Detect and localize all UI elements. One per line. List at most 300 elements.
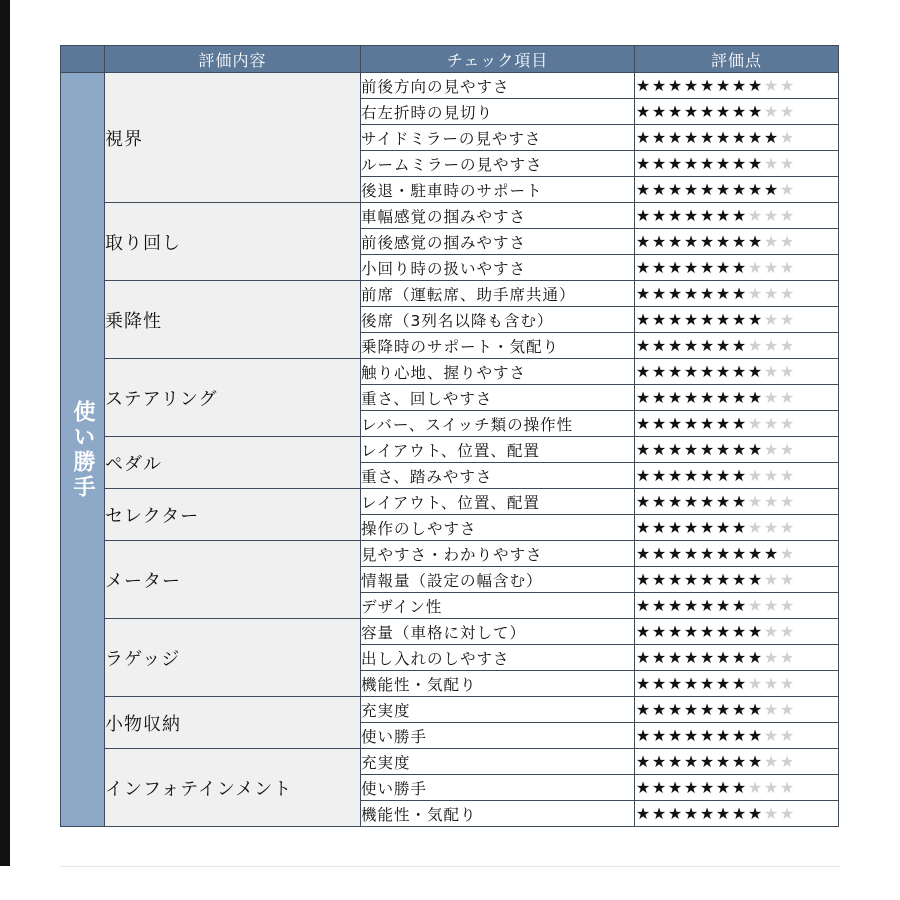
star-filled-icon: ★: [715, 284, 731, 303]
star-filled-icon: ★: [715, 440, 731, 459]
star-filled-icon: ★: [699, 362, 715, 381]
evaluation-table: [60, 45, 839, 827]
star-filled-icon: ★: [699, 414, 715, 433]
star-rating: [635, 229, 839, 255]
star-filled-icon: ★: [715, 362, 731, 381]
star-filled-icon: ★: [683, 622, 699, 641]
star-filled-icon: ★: [699, 674, 715, 693]
check-item-cell: レイアウト、位置、配置: [361, 437, 635, 463]
star-filled-icon: ★: [715, 492, 731, 511]
star-empty-icon: ★: [763, 206, 779, 225]
check-item-cell: サイドミラーの見やすさ: [361, 125, 635, 151]
star-empty-icon: ★: [763, 362, 779, 381]
category-cell: インフォテインメント: [105, 749, 361, 827]
star-empty-icon: ★: [763, 440, 779, 459]
star-filled-icon: ★: [699, 154, 715, 173]
star-filled-icon: ★: [667, 518, 683, 537]
star-filled-icon: ★: [699, 648, 715, 667]
star-empty-icon: ★: [747, 206, 763, 225]
star-filled-icon: ★: [683, 726, 699, 745]
star-filled-icon: ★: [667, 154, 683, 173]
star-empty-icon: ★: [747, 414, 763, 433]
star-filled-icon: ★: [651, 336, 667, 355]
star-filled-icon: ★: [635, 284, 651, 303]
check-item-cell: 容量（車格に対して）: [361, 619, 635, 645]
star-filled-icon: ★: [699, 258, 715, 277]
star-rating: [635, 255, 839, 281]
star-filled-icon: ★: [731, 466, 747, 485]
bottom-divider: [60, 866, 840, 867]
star-filled-icon: ★: [699, 76, 715, 95]
star-rating: [635, 411, 839, 437]
star-filled-icon: ★: [747, 752, 763, 771]
star-empty-icon: ★: [779, 648, 795, 667]
star-empty-icon: ★: [779, 154, 795, 173]
check-item-cell: 出し入れのしやすさ: [361, 645, 635, 671]
table-row: [61, 73, 839, 99]
star-filled-icon: ★: [635, 492, 651, 511]
star-filled-icon: ★: [747, 310, 763, 329]
check-item-cell: 情報量（設定の幅含む）: [361, 567, 635, 593]
star-empty-icon: ★: [747, 518, 763, 537]
check-item-cell: 機能性・気配り: [361, 801, 635, 827]
table-row: [61, 281, 839, 307]
star-empty-icon: ★: [763, 596, 779, 615]
star-filled-icon: ★: [651, 518, 667, 537]
star-filled-icon: ★: [715, 232, 731, 251]
star-empty-icon: ★: [779, 206, 795, 225]
star-rating: [635, 541, 839, 567]
star-empty-icon: ★: [763, 76, 779, 95]
star-rating: [635, 359, 839, 385]
star-rating: [635, 723, 839, 749]
star-empty-icon: ★: [763, 388, 779, 407]
star-filled-icon: ★: [731, 284, 747, 303]
star-empty-icon: ★: [763, 492, 779, 511]
table-row: [61, 489, 839, 515]
star-filled-icon: ★: [731, 310, 747, 329]
check-item-cell: 使い勝手: [361, 723, 635, 749]
star-filled-icon: ★: [699, 544, 715, 563]
check-item-cell: 充実度: [361, 749, 635, 775]
star-filled-icon: ★: [651, 414, 667, 433]
star-empty-icon: ★: [779, 76, 795, 95]
star-empty-icon: ★: [779, 804, 795, 823]
star-empty-icon: ★: [763, 336, 779, 355]
star-filled-icon: ★: [651, 492, 667, 511]
check-item-cell: 前後方向の見やすさ: [361, 73, 635, 99]
star-filled-icon: ★: [635, 752, 651, 771]
star-rating: [635, 177, 839, 203]
star-rating: [635, 775, 839, 801]
star-empty-icon: ★: [747, 596, 763, 615]
star-empty-icon: ★: [747, 778, 763, 797]
star-rating: [635, 749, 839, 775]
star-filled-icon: ★: [683, 778, 699, 797]
header-check-item: チェック項目: [361, 46, 635, 73]
star-rating: [635, 463, 839, 489]
star-filled-icon: ★: [715, 700, 731, 719]
star-filled-icon: ★: [667, 102, 683, 121]
star-filled-icon: ★: [651, 440, 667, 459]
star-empty-icon: ★: [779, 284, 795, 303]
star-empty-icon: ★: [763, 102, 779, 121]
star-filled-icon: ★: [651, 310, 667, 329]
star-filled-icon: ★: [651, 596, 667, 615]
star-filled-icon: ★: [731, 232, 747, 251]
star-filled-icon: ★: [651, 232, 667, 251]
star-filled-icon: ★: [699, 310, 715, 329]
star-filled-icon: ★: [683, 466, 699, 485]
star-filled-icon: ★: [667, 440, 683, 459]
star-filled-icon: ★: [699, 726, 715, 745]
star-filled-icon: ★: [667, 362, 683, 381]
star-filled-icon: ★: [747, 128, 763, 147]
star-filled-icon: ★: [683, 804, 699, 823]
star-empty-icon: ★: [763, 232, 779, 251]
star-empty-icon: ★: [763, 284, 779, 303]
table-body: [61, 73, 839, 827]
star-filled-icon: ★: [651, 128, 667, 147]
star-filled-icon: ★: [635, 648, 651, 667]
star-empty-icon: ★: [763, 726, 779, 745]
star-filled-icon: ★: [731, 180, 747, 199]
star-filled-icon: ★: [667, 284, 683, 303]
star-empty-icon: ★: [779, 310, 795, 329]
star-filled-icon: ★: [635, 778, 651, 797]
star-filled-icon: ★: [667, 414, 683, 433]
star-empty-icon: ★: [779, 752, 795, 771]
star-filled-icon: ★: [699, 518, 715, 537]
table-row: [61, 697, 839, 723]
star-filled-icon: ★: [635, 414, 651, 433]
star-filled-icon: ★: [731, 700, 747, 719]
star-filled-icon: ★: [667, 128, 683, 147]
star-filled-icon: ★: [651, 570, 667, 589]
table-row: [61, 749, 839, 775]
star-empty-icon: ★: [763, 466, 779, 485]
star-filled-icon: ★: [667, 492, 683, 511]
star-empty-icon: ★: [779, 622, 795, 641]
star-filled-icon: ★: [683, 570, 699, 589]
star-rating: [635, 801, 839, 827]
star-filled-icon: ★: [651, 206, 667, 225]
star-rating: [635, 73, 839, 99]
star-filled-icon: ★: [667, 544, 683, 563]
check-item-cell: 充実度: [361, 697, 635, 723]
star-filled-icon: ★: [635, 700, 651, 719]
star-filled-icon: ★: [635, 804, 651, 823]
star-filled-icon: ★: [699, 388, 715, 407]
table-row: [61, 359, 839, 385]
star-filled-icon: ★: [635, 336, 651, 355]
star-filled-icon: ★: [731, 674, 747, 693]
star-empty-icon: ★: [779, 700, 795, 719]
category-cell: ペダル: [105, 437, 361, 489]
check-item-cell: 重さ、回しやすさ: [361, 385, 635, 411]
left-edge-bar: [0, 0, 10, 866]
star-filled-icon: ★: [651, 76, 667, 95]
star-filled-icon: ★: [683, 310, 699, 329]
star-filled-icon: ★: [747, 232, 763, 251]
star-filled-icon: ★: [715, 544, 731, 563]
star-empty-icon: ★: [747, 492, 763, 511]
star-filled-icon: ★: [731, 752, 747, 771]
table-header-row: [61, 46, 839, 73]
star-filled-icon: ★: [699, 752, 715, 771]
star-filled-icon: ★: [667, 726, 683, 745]
header-blank: [61, 46, 105, 73]
star-filled-icon: ★: [635, 440, 651, 459]
star-filled-icon: ★: [667, 700, 683, 719]
star-empty-icon: ★: [763, 414, 779, 433]
category-cell: メーター: [105, 541, 361, 619]
star-empty-icon: ★: [779, 570, 795, 589]
star-filled-icon: ★: [651, 466, 667, 485]
star-filled-icon: ★: [715, 310, 731, 329]
star-filled-icon: ★: [635, 466, 651, 485]
check-item-cell: 車幅感覚の掴みやすさ: [361, 203, 635, 229]
table-row: [61, 203, 839, 229]
star-filled-icon: ★: [683, 362, 699, 381]
header-score: 評価点: [635, 46, 839, 73]
star-filled-icon: ★: [731, 648, 747, 667]
star-filled-icon: ★: [635, 570, 651, 589]
star-rating: [635, 151, 839, 177]
star-filled-icon: ★: [747, 570, 763, 589]
star-empty-icon: ★: [779, 388, 795, 407]
star-empty-icon: ★: [763, 778, 779, 797]
check-item-cell: レイアウト、位置、配置: [361, 489, 635, 515]
star-filled-icon: ★: [731, 804, 747, 823]
star-filled-icon: ★: [731, 622, 747, 641]
star-empty-icon: ★: [779, 518, 795, 537]
star-empty-icon: ★: [779, 362, 795, 381]
star-filled-icon: ★: [635, 232, 651, 251]
star-rating: [635, 281, 839, 307]
star-filled-icon: ★: [699, 596, 715, 615]
star-filled-icon: ★: [651, 674, 667, 693]
star-filled-icon: ★: [699, 336, 715, 355]
star-rating: [635, 125, 839, 151]
check-item-cell: 使い勝手: [361, 775, 635, 801]
check-item-cell: 小回り時の扱いやすさ: [361, 255, 635, 281]
star-filled-icon: ★: [667, 596, 683, 615]
star-filled-icon: ★: [699, 232, 715, 251]
star-empty-icon: ★: [779, 466, 795, 485]
star-filled-icon: ★: [715, 596, 731, 615]
star-filled-icon: ★: [715, 648, 731, 667]
star-filled-icon: ★: [715, 466, 731, 485]
star-filled-icon: ★: [731, 388, 747, 407]
star-filled-icon: ★: [731, 258, 747, 277]
star-filled-icon: ★: [667, 388, 683, 407]
star-filled-icon: ★: [747, 544, 763, 563]
star-filled-icon: ★: [651, 700, 667, 719]
star-empty-icon: ★: [779, 492, 795, 511]
star-filled-icon: ★: [731, 154, 747, 173]
star-filled-icon: ★: [715, 778, 731, 797]
star-rating: [635, 697, 839, 723]
star-filled-icon: ★: [699, 492, 715, 511]
star-filled-icon: ★: [683, 544, 699, 563]
star-empty-icon: ★: [747, 258, 763, 277]
star-filled-icon: ★: [731, 128, 747, 147]
star-empty-icon: ★: [763, 804, 779, 823]
star-filled-icon: ★: [667, 180, 683, 199]
star-filled-icon: ★: [651, 778, 667, 797]
star-filled-icon: ★: [667, 570, 683, 589]
star-rating: [635, 437, 839, 463]
check-item-cell: 操作のしやすさ: [361, 515, 635, 541]
star-filled-icon: ★: [667, 206, 683, 225]
star-filled-icon: ★: [635, 518, 651, 537]
star-filled-icon: ★: [715, 414, 731, 433]
star-empty-icon: ★: [779, 232, 795, 251]
star-filled-icon: ★: [715, 622, 731, 641]
star-filled-icon: ★: [731, 518, 747, 537]
star-filled-icon: ★: [715, 76, 731, 95]
star-filled-icon: ★: [635, 258, 651, 277]
star-filled-icon: ★: [747, 648, 763, 667]
star-filled-icon: ★: [715, 804, 731, 823]
star-rating: [635, 203, 839, 229]
star-filled-icon: ★: [715, 154, 731, 173]
star-filled-icon: ★: [667, 778, 683, 797]
star-filled-icon: ★: [683, 232, 699, 251]
star-filled-icon: ★: [715, 726, 731, 745]
star-filled-icon: ★: [731, 440, 747, 459]
star-rating: [635, 619, 839, 645]
star-filled-icon: ★: [651, 544, 667, 563]
star-filled-icon: ★: [715, 570, 731, 589]
star-filled-icon: ★: [731, 206, 747, 225]
check-item-cell: デザイン性: [361, 593, 635, 619]
check-item-cell: 触り心地、握りやすさ: [361, 359, 635, 385]
star-filled-icon: ★: [699, 180, 715, 199]
star-empty-icon: ★: [779, 128, 795, 147]
star-filled-icon: ★: [731, 414, 747, 433]
star-filled-icon: ★: [667, 648, 683, 667]
check-item-cell: レバー、スイッチ類の操作性: [361, 411, 635, 437]
check-item-cell: 乗降時のサポート・気配り: [361, 333, 635, 359]
star-filled-icon: ★: [683, 336, 699, 355]
star-empty-icon: ★: [779, 674, 795, 693]
star-filled-icon: ★: [715, 518, 731, 537]
star-filled-icon: ★: [635, 726, 651, 745]
category-cell: 乗降性: [105, 281, 361, 359]
star-filled-icon: ★: [683, 154, 699, 173]
star-filled-icon: ★: [667, 336, 683, 355]
star-empty-icon: ★: [779, 102, 795, 121]
star-filled-icon: ★: [699, 466, 715, 485]
star-filled-icon: ★: [715, 102, 731, 121]
star-filled-icon: ★: [747, 388, 763, 407]
star-filled-icon: ★: [763, 180, 779, 199]
check-item-cell: 前後感覚の掴みやすさ: [361, 229, 635, 255]
star-filled-icon: ★: [715, 180, 731, 199]
star-empty-icon: ★: [747, 674, 763, 693]
star-filled-icon: ★: [635, 76, 651, 95]
star-filled-icon: ★: [651, 804, 667, 823]
star-filled-icon: ★: [683, 648, 699, 667]
star-filled-icon: ★: [651, 752, 667, 771]
star-filled-icon: ★: [731, 76, 747, 95]
star-filled-icon: ★: [699, 128, 715, 147]
star-filled-icon: ★: [667, 258, 683, 277]
star-filled-icon: ★: [683, 206, 699, 225]
star-filled-icon: ★: [683, 258, 699, 277]
star-empty-icon: ★: [763, 518, 779, 537]
star-filled-icon: ★: [667, 310, 683, 329]
star-filled-icon: ★: [667, 804, 683, 823]
star-rating: [635, 593, 839, 619]
check-item-cell: 重さ、踏みやすさ: [361, 463, 635, 489]
star-empty-icon: ★: [747, 284, 763, 303]
star-filled-icon: ★: [635, 388, 651, 407]
star-filled-icon: ★: [731, 544, 747, 563]
star-filled-icon: ★: [667, 76, 683, 95]
star-filled-icon: ★: [763, 544, 779, 563]
star-filled-icon: ★: [635, 206, 651, 225]
star-rating: [635, 99, 839, 125]
star-empty-icon: ★: [763, 700, 779, 719]
star-empty-icon: ★: [747, 336, 763, 355]
star-filled-icon: ★: [715, 258, 731, 277]
star-filled-icon: ★: [699, 570, 715, 589]
category-cell: 視界: [105, 73, 361, 203]
star-filled-icon: ★: [651, 622, 667, 641]
star-filled-icon: ★: [651, 102, 667, 121]
star-filled-icon: ★: [715, 336, 731, 355]
header-category: 評価内容: [105, 46, 361, 73]
table-row: [61, 437, 839, 463]
star-filled-icon: ★: [651, 362, 667, 381]
star-filled-icon: ★: [635, 596, 651, 615]
star-rating: [635, 489, 839, 515]
star-empty-icon: ★: [779, 778, 795, 797]
check-item-cell: ルームミラーの見やすさ: [361, 151, 635, 177]
star-filled-icon: ★: [683, 674, 699, 693]
star-empty-icon: ★: [779, 596, 795, 615]
side-label: 使い勝手: [61, 73, 105, 827]
check-item-cell: 見やすさ・わかりやすさ: [361, 541, 635, 567]
check-item-cell: 前席（運転席、助手席共通）: [361, 281, 635, 307]
star-filled-icon: ★: [747, 726, 763, 745]
star-empty-icon: ★: [779, 544, 795, 563]
star-filled-icon: ★: [699, 804, 715, 823]
star-rating: [635, 307, 839, 333]
star-filled-icon: ★: [715, 128, 731, 147]
star-filled-icon: ★: [667, 752, 683, 771]
star-filled-icon: ★: [747, 700, 763, 719]
star-rating: [635, 567, 839, 593]
star-filled-icon: ★: [699, 206, 715, 225]
star-filled-icon: ★: [667, 466, 683, 485]
star-filled-icon: ★: [651, 648, 667, 667]
star-empty-icon: ★: [747, 466, 763, 485]
check-item-cell: 機能性・気配り: [361, 671, 635, 697]
star-filled-icon: ★: [699, 700, 715, 719]
star-filled-icon: ★: [715, 206, 731, 225]
star-filled-icon: ★: [731, 492, 747, 511]
star-filled-icon: ★: [747, 804, 763, 823]
star-empty-icon: ★: [779, 336, 795, 355]
star-filled-icon: ★: [683, 284, 699, 303]
star-empty-icon: ★: [763, 570, 779, 589]
star-filled-icon: ★: [651, 284, 667, 303]
star-filled-icon: ★: [651, 388, 667, 407]
